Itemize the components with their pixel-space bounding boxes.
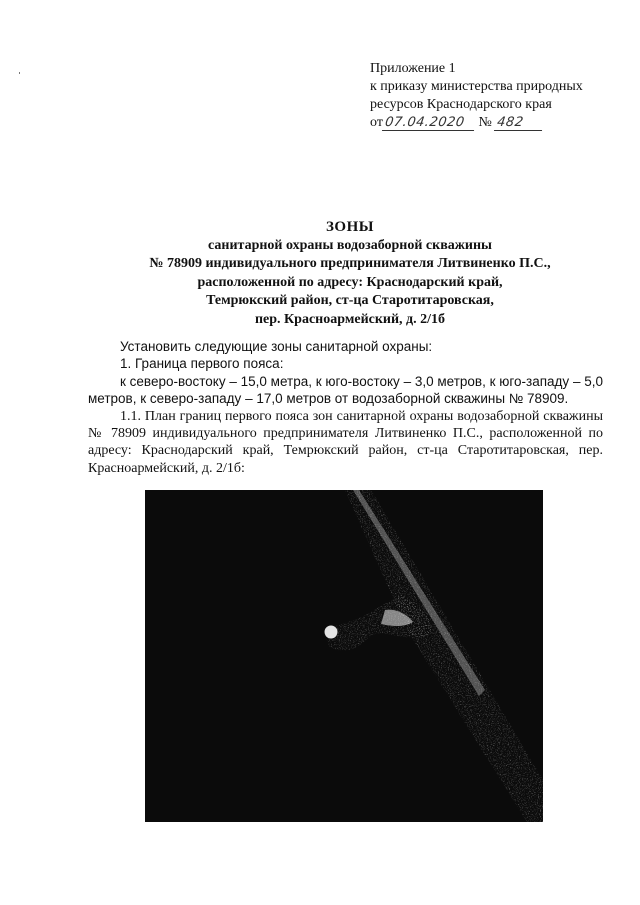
document-title [0, 218, 640, 330]
map-drawing [145, 490, 543, 822]
title-line-3: расположенной по адресу: Краснодарский край, [197, 274, 503, 290]
title-line-1: санитарной охраны водозаборной скважины [208, 237, 492, 253]
title-heading: ЗОНЫ [326, 219, 374, 235]
title-line-4: Темрюкский район, ст-ца Старотитаровская, [206, 293, 494, 309]
number-prefix: № [478, 115, 492, 130]
title-line-2: № 78909 индивидуального предпринимателя Литвиненко П.С., [149, 256, 551, 272]
intro-paragraph: Установить следующие зоны санитарной охраны: [120, 339, 433, 354]
appendix-title: Приложение 1 [370, 61, 456, 76]
well-marker [325, 626, 338, 639]
appendix-ministry-line: ресурсов Краснодарского края [370, 97, 552, 112]
appendix-date-line [370, 114, 620, 132]
title-line-5: пер. Красноармейский, д. 2/1б [254, 311, 446, 327]
appendix-block [370, 60, 620, 132]
appendix-order-line: к приказу министерства природных [370, 79, 583, 94]
item-1-heading: 1. Граница первого пояса: [120, 356, 284, 372]
document-body [88, 338, 603, 477]
date-prefix: от [370, 115, 383, 130]
item-1-text: к северо-востоку – 15,0 метра, к юго-востоку – 3,0 метров, к юго-западу – 5,0 метров, к северо-западу – 17,0 метров от водозаборной скважины № 78909. [88, 373, 603, 407]
handwritten-date: 07.04.2020 [382, 116, 476, 131]
zone-plan-map [145, 490, 543, 822]
item-1-1-text: 1.1. План границ первого пояса зон санитарной охраны водозаборной скважины № 78909 индивидуального предпринимателя Литвиненко П.С., расположенной по адресу: Краснодарский край, Темрюкский район, ст-ца Старотитаровская, пер. Красноармейский, д. 2/1б: [88, 408, 603, 476]
handwritten-number: 482 [494, 116, 544, 131]
scan-speck [19, 72, 20, 74]
